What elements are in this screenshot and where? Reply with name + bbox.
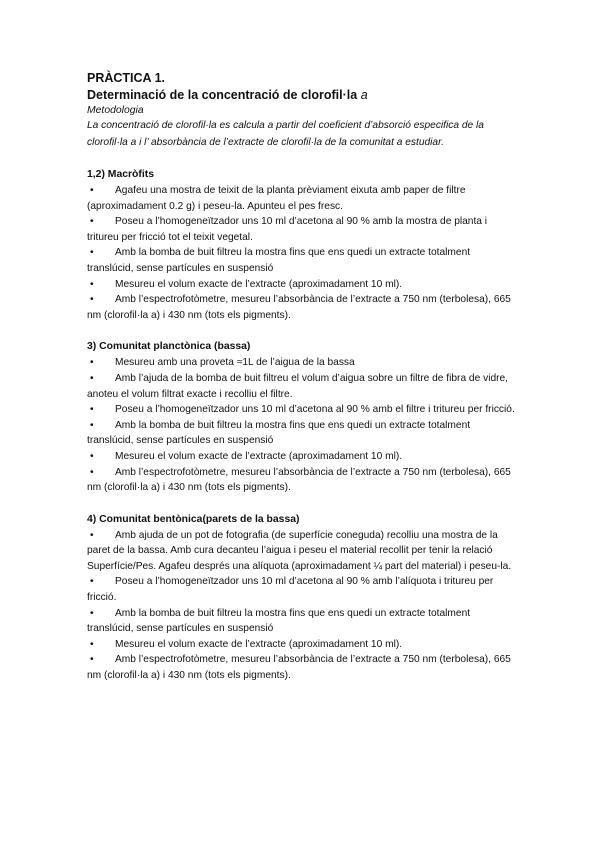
step-text: Amb la bomba de buit filtreu la mostra fins que ens quedi un extracte totalment translúcid, sense partícules en suspensió bbox=[87, 607, 471, 635]
bullet-icon: • bbox=[90, 216, 94, 228]
bullet-icon: • bbox=[90, 638, 94, 650]
procedure-section bbox=[87, 167, 519, 323]
step-text: Amb l’espectrofotòmetre, mesureu l’absorbància de l’extracte a 750 nm (terbolesa), 665 nm (clorofil·la a) i 430 nm (tots els pigments). bbox=[87, 654, 511, 682]
step-text: Poseu a l’homogeneïtzador uns 10 ml d’acetona al 90 % amb l’alíquota i tritureu per fricció. bbox=[87, 576, 494, 604]
bullet-icon: • bbox=[90, 404, 94, 416]
section-heading: 4) Comunitat bentònica(parets de la bassa) bbox=[87, 513, 300, 525]
step-text: Mesureu el volum exacte de l’extracte (aproximadament 10 ml). bbox=[115, 638, 403, 650]
step-text: Poseu a l’homogeneïtzador uns 10 ml d’acetona al 90 % amb el filtre i tritureu per fricció. bbox=[115, 404, 515, 416]
step-text: Agafeu una mostra de teixit de la planta prèviament eixuta amb paper de filtre (aproximadament 0.2 g) i peseu-la. Apunteu el pes fresc. bbox=[87, 185, 466, 212]
list-item bbox=[87, 418, 519, 449]
step-text: Amb l’espectrofotòmetre, mesureu l’absorbància de l’extracte a 750 nm (terbolesa), 665 nm (clorofil·la a) i 430 nm (tots els pigments). bbox=[87, 466, 511, 494]
list-item bbox=[87, 449, 519, 465]
bullet-icon: • bbox=[90, 607, 94, 619]
list-item bbox=[87, 528, 519, 575]
list-item bbox=[87, 183, 519, 214]
list-item bbox=[87, 402, 519, 418]
method-description: La concentració de clorofil·la es calcula a partir del coeficient d’absorció especifica de la clorofil·la a i l’ absorbància de l’extracte de clorofil·la de la comunitat a estudiar. bbox=[87, 120, 484, 148]
bullet-icon: • bbox=[90, 466, 94, 478]
bullet-icon: • bbox=[90, 529, 94, 541]
subtitle-text: Determinació de la concentració de clorofil·la bbox=[87, 88, 361, 102]
list-item bbox=[87, 652, 519, 683]
step-list bbox=[87, 183, 519, 323]
step-list bbox=[87, 528, 519, 684]
sections-container bbox=[87, 167, 519, 684]
procedure-section bbox=[87, 512, 519, 684]
step-text: Poseu a l’homogeneïtzador uns 10 ml d’acetona al 90 % amb la mostra de planta i tritureu per fricció tot el teixit vegetal. bbox=[87, 216, 488, 243]
list-item bbox=[87, 574, 519, 605]
bullet-icon: • bbox=[90, 278, 94, 290]
list-item bbox=[87, 465, 519, 496]
document-subtitle bbox=[87, 87, 519, 104]
document-title: PRÀCTICA 1. bbox=[87, 71, 166, 85]
step-text: Amb la bomba de buit filtreu la mostra fins que ens quedi un extracte totalment translúcid, sense partícules en suspensió bbox=[87, 419, 471, 447]
list-item bbox=[87, 245, 519, 276]
procedure-section bbox=[87, 339, 519, 495]
list-item bbox=[87, 292, 519, 323]
bullet-icon: • bbox=[90, 654, 94, 666]
list-item bbox=[87, 214, 519, 245]
bullet-icon: • bbox=[90, 185, 94, 196]
bullet-icon: • bbox=[90, 247, 94, 259]
bullet-icon: • bbox=[90, 450, 94, 462]
bullet-icon: • bbox=[90, 419, 94, 431]
step-text: Amb l’ajuda de la bomba de buit filtreu el volum d’aigua sobre un filtre de fibra de vidre, anoteu el volum filtrat exacte i recolliu el filtre. bbox=[87, 372, 509, 400]
step-text: Mesureu el volum exacte de l’extracte (aproximadament 10 ml). bbox=[115, 450, 403, 462]
list-item bbox=[87, 371, 519, 402]
list-item bbox=[87, 277, 519, 293]
list-item bbox=[87, 637, 519, 653]
step-text: Amb ajuda de un pot de fotografia (de superfície coneguda) recolliu una mostra de la paret de la bassa. Amb cura decanteu l’aigua i peseu el material recollit per tenir la relació Superfície/Pes. Agafeu després una alíquota (aproximadament ¼ part del material) i peseu-la. bbox=[87, 529, 512, 572]
bullet-icon: • bbox=[90, 372, 94, 384]
list-item bbox=[87, 606, 519, 637]
section-heading: 1,2) Macròfits bbox=[87, 169, 154, 180]
step-text: Mesureu amb una proveta ≈1L de l’aigua de la bassa bbox=[115, 357, 355, 369]
list-item bbox=[87, 355, 519, 371]
bullet-icon: • bbox=[90, 294, 94, 306]
document-body bbox=[87, 70, 519, 684]
subtitle-variable: a bbox=[360, 88, 368, 102]
bullet-icon: • bbox=[90, 576, 94, 588]
method-label: Metodologia bbox=[87, 105, 144, 116]
step-text: Amb la bomba de buit filtreu la mostra fins que ens quedi un extracte totalment translúcid, sense partícules en suspensió bbox=[87, 247, 471, 274]
section-heading: 3) Comunitat planctònica (bassa) bbox=[87, 341, 251, 353]
bullet-icon: • bbox=[90, 357, 94, 369]
step-text: Mesureu el volum exacte de l’extracte (aproximadament 10 ml). bbox=[115, 278, 403, 290]
step-text: Amb l’espectrofotòmetre, mesureu l’absorbància de l’extracte a 750 nm (terbolesa), 665 nm (clorofil·la a) i 430 nm (tots els pigments). bbox=[87, 294, 511, 321]
step-list bbox=[87, 355, 519, 495]
